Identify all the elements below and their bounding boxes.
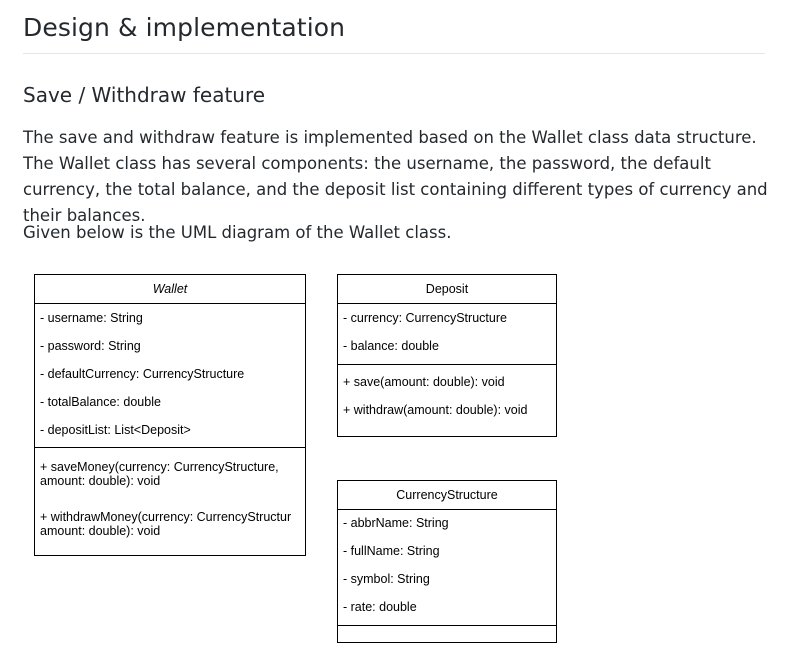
uml-method: amount: double): void [40, 524, 161, 538]
uml-class-wallet [34, 274, 306, 556]
uml-method: + withdrawMoney(currency: CurrencyStructur [40, 510, 292, 524]
section-title: Save / Withdraw feature [23, 83, 266, 107]
title-divider [23, 53, 765, 54]
uml-divider [338, 625, 556, 626]
uml-divider [35, 447, 305, 448]
uml-divider [338, 509, 556, 510]
uml-method: + saveMoney(currency: CurrencyStructure, [40, 460, 279, 474]
uml-class-name: Wallet [152, 282, 188, 296]
uml-class-currency-structure [337, 480, 557, 643]
uml-attribute: - depositList: List<Deposit> [40, 423, 191, 437]
uml-class-deposit [337, 274, 557, 437]
uml-attribute: - balance: double [343, 339, 439, 353]
uml-attribute: - defaultCurrency: CurrencyStructure [40, 367, 245, 381]
uml-attribute: - username: String [40, 311, 143, 325]
uml-class-name: Deposit [425, 282, 469, 296]
uml-attribute: - currency: CurrencyStructure [343, 311, 507, 325]
intro-paragraph: The save and withdraw feature is implemented based on the Wallet class data structure. The Wallet class has several components: the username, the password, the default currency, the total balance, and the deposit list containing different types of currency and their balances. [23, 128, 768, 225]
uml-method: + save(amount: double): void [343, 375, 505, 389]
uml-attribute: - fullName: String [343, 544, 440, 558]
uml-attribute: - totalBalance: double [40, 395, 161, 409]
uml-divider [35, 303, 305, 304]
uml-class-name: CurrencyStructure [396, 488, 498, 502]
uml-divider [338, 303, 556, 304]
uml-attribute: - rate: double [343, 600, 417, 614]
uml-method: + withdraw(amount: double): void [343, 403, 528, 417]
uml-divider [338, 364, 556, 365]
uml-method: amount: double): void [40, 474, 161, 488]
uml-attribute: - password: String [40, 339, 141, 353]
uml-attribute: - abbrName: String [343, 516, 449, 530]
uml-attribute: - symbol: String [343, 572, 430, 586]
diagram-caption: Given below is the UML diagram of the Wallet class. [23, 223, 452, 242]
page-title: Design & implementation [23, 13, 346, 42]
